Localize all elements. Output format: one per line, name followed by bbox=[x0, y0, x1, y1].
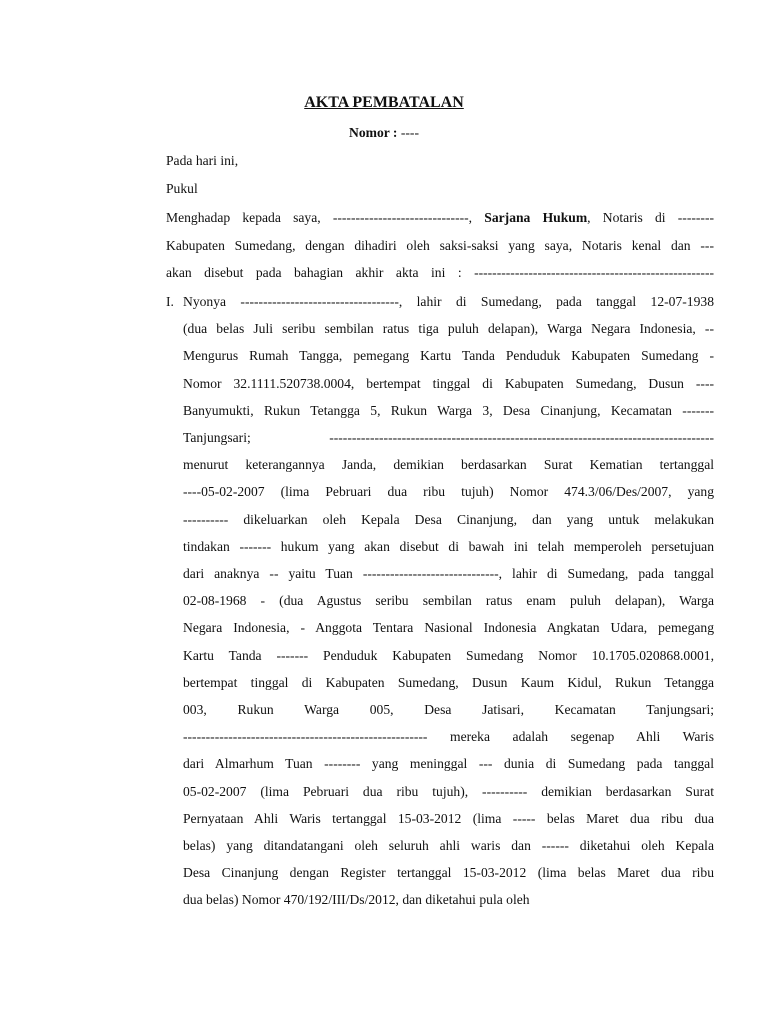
nomor-label: Nomor : bbox=[349, 125, 398, 140]
item-line: Mengurus Rumah Tangga, pemegang Kartu Tanda Penduduk Kabupaten Sumedang - bbox=[183, 348, 714, 364]
menghadap-text: , Notaris di -------- bbox=[587, 210, 714, 225]
item-line: 05-02-2007 (lima Pebruari dua ribu tujuh), ---------- demikian berdasarkan Surat bbox=[183, 783, 714, 799]
item-line: 003, Rukun Warga 005, Desa Jatisari, Kecamatan Tanjungsari; bbox=[183, 702, 714, 717]
item-line: (dua belas Juli seribu sembilan ratus tiga puluh delapan), Warga Negara Indonesia, -- bbox=[183, 321, 714, 337]
intro-line: akan disebut pada bahagian akhir akta ini : ----------------------------------------------------- bbox=[166, 265, 714, 280]
item-line: Desa Cinanjung dengan Register tertanggal 15-03-2012 (lima belas Maret dua ribu bbox=[183, 865, 714, 881]
item-line: Nyonya -----------------------------------, lahir di Sumedang, pada tanggal 12-07-1938 bbox=[183, 294, 714, 309]
item-line: bertempat tinggal di Kabupaten Sumedang, Dusun Kaum Kidul, Rukun Tetangga bbox=[183, 674, 714, 690]
intro-line: Pada hari ini, bbox=[166, 153, 239, 168]
item-line: 02-08-1968 - (dua Agustus seribu sembilan ratus enam puluh delapan), Warga bbox=[183, 593, 714, 609]
item-line: belas) yang ditandatangani oleh seluruh ahli waris dan ------ diketahui oleh Kepala bbox=[183, 838, 714, 853]
item-line: dari Almarhum Tuan -------- yang meninggal --- dunia di Sumedang pada tanggal bbox=[183, 756, 714, 772]
item-line: tindakan ------- hukum yang akan disebut di bawah ini telah memperoleh persetujuan bbox=[183, 538, 714, 554]
notary-title: Sarjana Hukum bbox=[484, 210, 588, 225]
menghadap-line bbox=[166, 208, 714, 228]
item-line: Pernyataan Ahli Waris tertanggal 15-03-2012 (lima ----- belas Maret dua ribu dua bbox=[183, 810, 714, 826]
item-line: Kartu Tanda ------- Penduduk Kabupaten Sumedang Nomor 10.1705.020868.0001, bbox=[183, 647, 714, 663]
item-line: Banyumukti, Rukun Tetangga 5, Rukun Warga 3, Desa Cinanjung, Kecamatan ------- bbox=[183, 402, 714, 418]
intro-line: Pukul bbox=[166, 181, 198, 196]
nomor-value: ---- bbox=[400, 125, 419, 140]
document-title: AKTA PEMBATALAN bbox=[304, 94, 464, 111]
item-line: menurut keterangannya Janda, demikian berdasarkan Surat Kematian tertanggal bbox=[183, 457, 714, 473]
item-line: dari anaknya -- yaitu Tuan ------------------------------, lahir di Sumedang, pada tanggal bbox=[183, 566, 714, 581]
item-line: Nomor 32.1111.520738.0004, bertempat tinggal di Kabupaten Sumedang, Dusun ---- bbox=[183, 375, 714, 391]
item-line: ------------------------------------------------------ mereka adalah segenap Ahli Waris bbox=[183, 729, 714, 745]
item-line: Negara Indonesia, - Anggota Tentara Nasional Indonesia Angkatan Udara, pemegang bbox=[183, 620, 714, 636]
item-line: ----05-02-2007 (lima Pebruari dua ribu tujuh) Nomor 474.3/06/Des/2007, yang bbox=[183, 484, 714, 500]
item-line: dua belas) Nomor 470/192/III/Ds/2012, dan diketahui pula oleh bbox=[183, 892, 530, 908]
intro-line: Kabupaten Sumedang, dengan dihadiri oleh saksi-saksi yang saya, Notaris kenal dan --- bbox=[166, 238, 714, 253]
document-number bbox=[0, 125, 768, 141]
item-number: I. bbox=[166, 294, 174, 309]
item-line: Tanjungsari; ------------------------------------------------------------------------------------- bbox=[183, 430, 714, 445]
item-line: ---------- dikeluarkan oleh Kepala Desa Cinanjung, dan yang untuk melakukan bbox=[183, 511, 714, 527]
menghadap-text: Menghadap kepada saya, ------------------------------, bbox=[166, 210, 473, 225]
